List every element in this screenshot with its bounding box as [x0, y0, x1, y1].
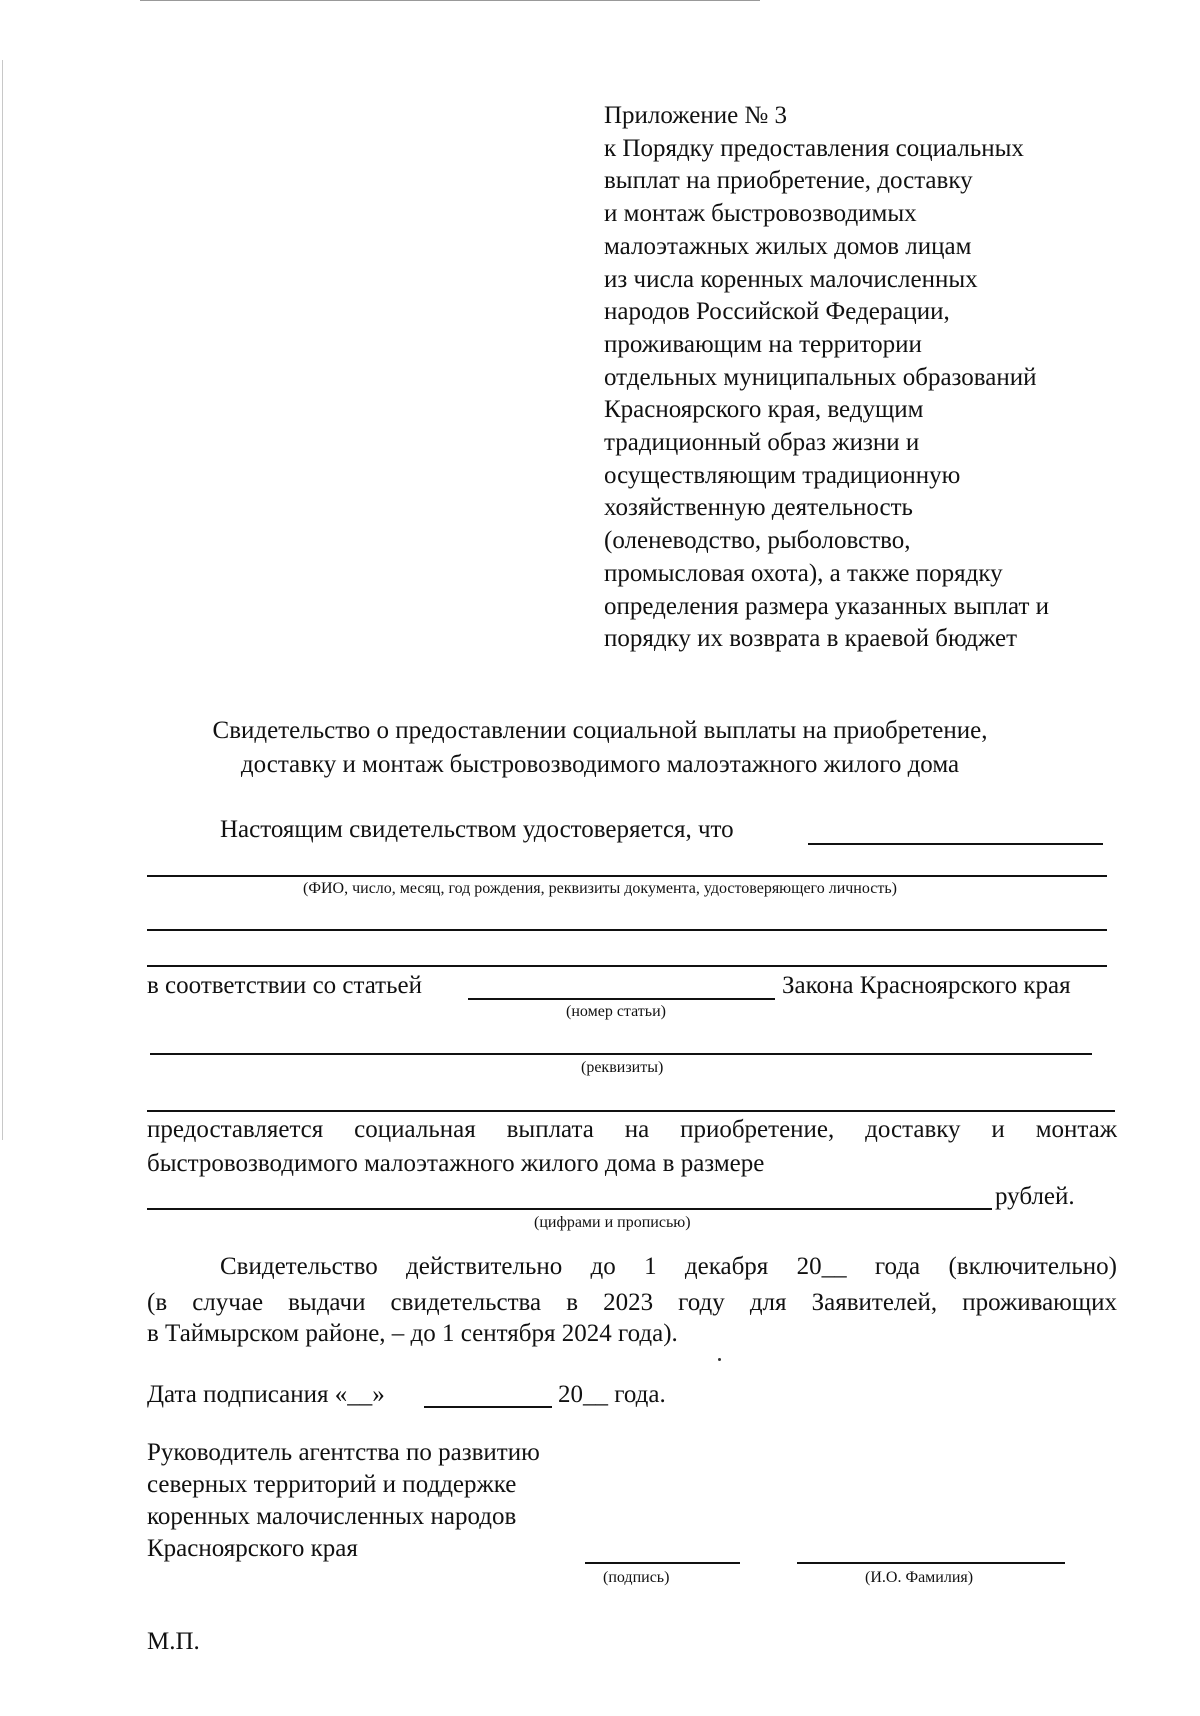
appendix-line: осуществляющим традиционную [604, 461, 961, 489]
signer-line: Красноярского края [147, 1535, 358, 1562]
appendix-line: из числа коренных малочисленных [604, 265, 978, 293]
name-line[interactable] [797, 1562, 1065, 1564]
signer-line: северных территорий и поддержке [147, 1471, 517, 1498]
scan-speck [718, 1358, 721, 1361]
validity-line-3: в Таймырском районе, – до 1 сентября 2024 года). [147, 1320, 678, 1347]
appendix-line: порядку их возврата в краевой бюджет [604, 625, 1018, 653]
appendix-line: выплат на приобретение, доставку [604, 167, 973, 195]
appendix-header [604, 100, 1049, 656]
accordance-prefix: в соответствии со статьей [147, 972, 422, 999]
certify-text: Настоящим свидетельством удостоверяется, что [220, 816, 734, 843]
amount-caption: (цифрами и прописью) [534, 1214, 691, 1231]
payment-text-line-2: быстровозводимого малоэтажного жилого дома в размере [147, 1150, 765, 1177]
recipient-blank-line[interactable] [147, 929, 1107, 931]
title-line-2: доставку и монтаж быстровозводимого малоэтажного жилого дома [240, 751, 960, 778]
appendix-line: определения размера указанных выплат и [604, 592, 1050, 620]
name-caption: (И.О. Фамилия) [865, 1569, 974, 1586]
rubles-label: рублей. [995, 1183, 1075, 1210]
appendix-line: хозяйственную деятельность [604, 494, 913, 522]
validity-line-1: Свидетельство действительно до 1 декабря 20__ года (включительно) [220, 1253, 1117, 1280]
signature-line[interactable] [585, 1562, 740, 1564]
accordance-suffix: Закона Красноярского края [782, 972, 1071, 999]
payment-text-line-1: предоставляется социальная выплата на приобретение, доставку и монтаж [147, 1116, 1117, 1143]
recipient-blank-line[interactable] [147, 965, 1107, 967]
recipient-blank-line[interactable] [147, 875, 1107, 877]
signature-caption: (подпись) [603, 1569, 670, 1586]
appendix-line: отдельных муниципальных образований [604, 363, 1037, 391]
requisites-line[interactable] [147, 1110, 1115, 1112]
recipient-blank-line[interactable] [808, 843, 1103, 845]
validity-line-2: (в случае выдачи свидетельства в 2023 году для Заявителей, проживающих [147, 1289, 1117, 1316]
appendix-line: (оленеводство, рыболовство, [604, 527, 911, 555]
appendix-line: проживающим на территории [604, 330, 922, 358]
appendix-line: народов Российской Федерации, [604, 298, 950, 326]
article-caption: (номер статьи) [566, 1003, 666, 1020]
scan-edge-left [2, 60, 3, 1140]
appendix-line: Красноярского края, ведущим [604, 396, 924, 424]
appendix-line: малоэтажных жилых домов лицам [604, 232, 972, 260]
sign-date-month-line[interactable] [424, 1406, 552, 1408]
stamp-place: М.П. [147, 1628, 200, 1655]
amount-line[interactable] [147, 1208, 992, 1210]
scan-edge-top [140, 0, 760, 1]
requisites-line[interactable] [150, 1053, 1092, 1055]
document-title [0, 714, 1200, 782]
appendix-line: традиционный образ жизни и [604, 429, 920, 457]
requisites-caption: (реквизиты) [581, 1059, 664, 1076]
signer-block [147, 1437, 540, 1565]
appendix-line: промысловая охота), а также порядку [604, 559, 1003, 587]
signer-line: коренных малочисленных народов [147, 1503, 517, 1530]
signer-line: Руководитель агентства по развитию [147, 1439, 540, 1466]
appendix-line: и монтаж быстровозводимых [604, 200, 917, 228]
appendix-line: к Порядку предоставления социальных [604, 134, 1024, 162]
article-number-line[interactable] [468, 998, 775, 1000]
appendix-line: Приложение № 3 [604, 102, 788, 129]
title-line-1: Свидетельство о предоставлении социальной выплаты на приобретение, [212, 717, 988, 744]
sign-date-year: 20__ года. [558, 1381, 666, 1408]
fio-caption: (ФИО, число, месяц, год рождения, реквизиты документа, удостоверяющего личность) [303, 880, 897, 897]
sign-date-label: Дата подписания «__» [147, 1381, 385, 1408]
